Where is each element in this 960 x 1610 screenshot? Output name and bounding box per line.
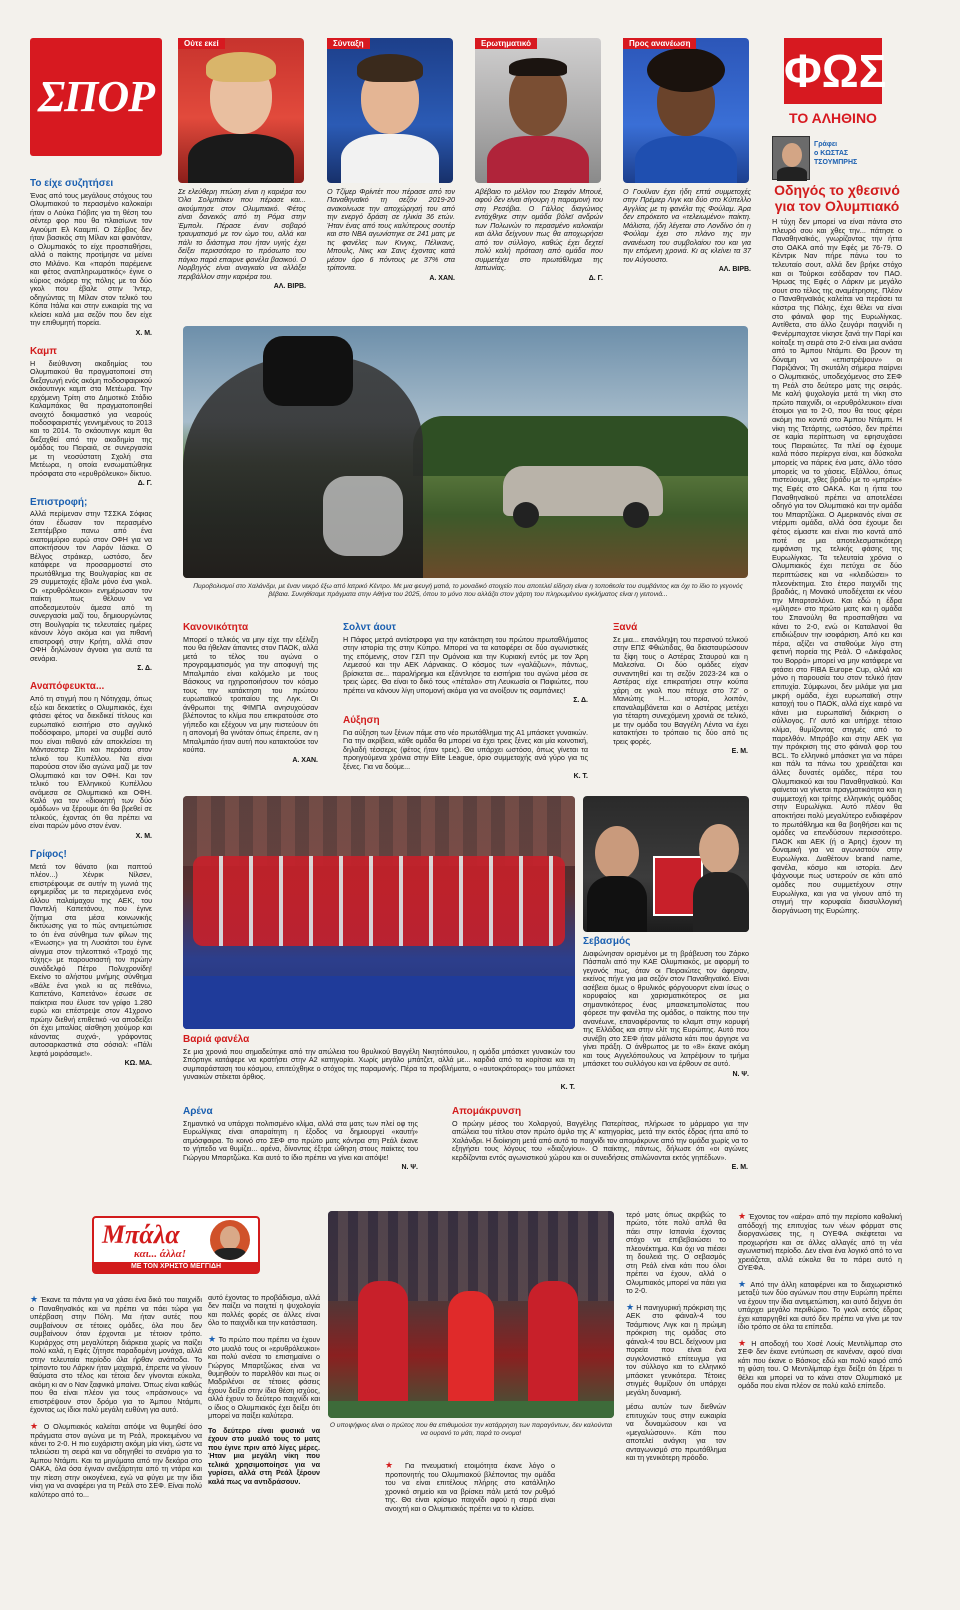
top-caption-1 — [178, 188, 306, 292]
fos-subtitle: ΤΟ ΑΛΗΘΙΝΟ — [789, 110, 877, 126]
top-caption-3 — [475, 188, 603, 283]
section-logo — [30, 38, 162, 156]
bottom-col-2-p1: αυτό έχοντας το προβάδισμα, αλλά δεν παίζει να παιχτεί η ψυχολογία και πολλές φορές σε άλλες είναι όλο το παιχνίδι και την κατάσταση. — [208, 1294, 320, 1328]
fos-byline-3: ΤΣΟΥΜΠΡΗΣ — [814, 159, 858, 167]
bottom-col-1-p2 — [30, 1421, 202, 1499]
left-item-2-hdr: Καμπ — [30, 345, 57, 357]
left-item-1 — [30, 178, 152, 338]
section-logo-text: ΣΠΟΡ — [37, 72, 155, 121]
sevasmos-sig: Ν. Ψ. — [732, 1070, 749, 1078]
bottom-col-4-p2 — [626, 1302, 726, 1397]
bottom-col-2-p2-text: Το πρώτο που πρέπει να έχουν στο μυαλό τους οι «ερυθρόλευκοι» και πολύ ανέσα το επισημαίνει ο Γιώργος Μπαρτζώκας είναι να θυμηθούν το παρελθόν και πως οι Μαδριλένοι σε τέτοιες φάσεις έχουν δείξει στην ίδια θέση ισχύος, αλλά έχουν το δεύτερο παιχνίδι και ο ίδιος ο Ολυμπιακός έχει δείξει ότι μπορεί να παίξει καλύτερα. — [208, 1334, 320, 1421]
fos-headline: Οδηγός το χθεσινό για τον Ολυμπιακό — [774, 182, 900, 214]
top-tag-3: Ερωτηματικό — [475, 38, 537, 49]
mid-item-1-text: Μπορεί ο τελικός να μην είχε την εξέλιξη που θα ήθελαν άπαντες στον ΠΑΟΚ, αλλά μετά το τέλος του αγώνα ο προγραμματισμός για την αποφυγή της Μπαλμπάο είναι καλόμελο με τους Βάσκους να ηχηροποιήσουν τον κόσμο τους την κατάκτηση του πρώτου ευρωπαϊκού τροπαίου της Λιγκ. Οι άνθρωποι της ΦΙΜΠΑ ανησυχούσαν βλέποντας το κλίμα που επικρατούσε στο γήπεδο και εξέχουν να μην πιστεύουν ότι η απονομή θα γινόταν όπως έπρεπε, αν η Μπαλμπάο ήταν αυτή που κατακτούσε τον κούπα. — [183, 634, 318, 755]
mid-item-auxisi-sig: Κ. Τ. — [573, 773, 588, 781]
fos-title: ΦΩΣ — [784, 45, 887, 97]
star-icon: ★ — [738, 1337, 748, 1348]
top-caption-1-text: Σε ελεύθερη πτώση είναι η καριέρα του Όλα Σολμπάκεν που πέρασε και... ακούμπησε στον Ολυμπιακό. Φέτος είναι δανεικός από τη Ρόμα στην Έμπολι. Πέρασε έναν σοβαρό τραυματισμό με τον ώμο του, αλλά και πάλι το διάστημα που ήταν υγιής έχει δείξει περισσότερο το πρόσωπο του πάγκο παρά επαιρνε φανέλα βασικού. Ο Νορβηγός είναι αναγκαίο να αλλάξει περιβάλλον στην καριέρα του. — [178, 187, 306, 281]
left-item-3-hdr: Επιστροφή; — [30, 496, 88, 508]
mid3-item-2-hdr: Απομάκρυνση — [452, 1106, 522, 1117]
bottom-col-2-p3: Το δεύτερο είναι φυσικά να έχουν στο μυαλό τους το ματς που έγινε πριν από λίγες μέρες. Ήταν μια μεγάλη νίκη που τελικά χρησιμοποίησε για να γυρίσει, αλλά στη Ρεάλ ξέρουν καλά πως να αντιδράσουν. — [208, 1425, 320, 1486]
sevasmos-item — [583, 936, 749, 1079]
mid-item-1 — [183, 622, 318, 765]
top-caption-4-sig: ΑΛ. ΒΙΡΒ. — [718, 266, 751, 274]
left-item-4-sig: Χ. Μ. — [135, 832, 152, 840]
bottom-col-2 — [208, 1294, 320, 1594]
mpala-author: ΜΕ ΤΟΝ ΧΡΗΣΤΟ ΜΕΓΓΙΔΗ — [94, 1262, 258, 1272]
star-icon: ★ — [30, 1420, 40, 1431]
main-photo-caption: Πυροβολισμοί στο Χαλάνδρι, με έναν νεκρό έξω από Ιατρικό Κέντρο. Με μια φευγή ματιά, το μοναδικό στοιχείο που αποτελεί είδηση είναι η τοποθεσία του συμβάντος και όχι το ίδιο το γεγονός βέβαια. Συνηθίσαμε πράγματα στην Αθήνα του 2025, όπου το μόνο που αλλάζει στον χάρτη του πληρωμένου εγκλήματος είναι η γειτονιά... — [193, 583, 743, 598]
fos-logo — [784, 38, 887, 104]
top-caption-3-sig: Δ. Γ. — [588, 274, 603, 282]
mid-item-2-hdr: Σολντ άουτ — [343, 622, 397, 633]
star-icon: ★ — [208, 1333, 217, 1344]
sevasmos-text: Διαφώνησαν ορισμένοι με τη βράβευση του Ζάρκο Πάσπαλι από την ΚΑΕ Ολυμπιακός, με αφορμή το γεγονός πως, όταν οι Πειραιώτες τον άφησαν, εκείνος πήγε για μια σεζόν στον Παναθηναϊκό. Είναι ασέβεια όμως ο θρυλικός φόργουορντ είναι ίσως ο κορυφαίος και χαρισματικότερος σε μια σημαντικότερος ένας μπασκετμπολίστας που φόρεσε την φανέλα της ομάδας, ο παίκτης που την ανανέωνε, επαναφέροντας το κλαμπ στην κορυφή της Ελλάδας και στην ελίτ της Ευρώπης. Αυτό που συνέβη στο ΣΕΦ ήταν μάλιστα κάτι που άργησε να γίνει πράξη. Ο άνθρωπος με το «8» έκανε ακόμη και τους Αγγελόπουλους να λατρέψουν το τμήμα μπάσκετ του συλλόγου και να έρθουν σε αυτό. — [583, 948, 749, 1069]
mid3-item-2-text: Ο πρώην μέσος του Χολαργού, Βαγγέλης Πατερίτσας, πλήρωσε το μάρμαρο για την απώλεια του τίτλου στον πρώτο όμιλο της Α' κατηγορίας, μετά την εκτός έδρας ήττα από το Χαλάνδρι. Η διοίκηση μετά από αυτό το παιχνίδι τον απομάκρυνε από την ομάδα χωρίς να το εξηγήσει τους λόγους του «διαζυγίου». Ο παίκτης, πάντως, δήλωσε ότι «οι αγώνες κερδίζονται εντός αγωνιστικού χώρου και οι συνειδήσεις σπιλώνονται εκτός γηπέδων». — [452, 1118, 748, 1162]
paspalj-photo — [583, 796, 749, 932]
top-caption-4-text: Ο Γουίλιαν έχει ήδη επτά συμμετοχές στην Πρέμιερ Λιγκ και δύο στο Κύπελλο Αγγλίας με τη φανέλα της Φούλαμ. Άρα δεν επρόκειτο να «τελειωμένο» παίκτη. Μάλιστα, ήδη λέγεται στο Λονδίνο ότι η Φούλαμ έχει στο πλάνο της την ανανέωση του συμβολαίου του και για την επόμενη χρονιά. Κι ας κλείνει τα 37 τον Αύγουστο. — [623, 187, 751, 264]
portrait-tile-2 — [327, 38, 453, 183]
left-item-2-text: Η διεύθυνση ακαδημίας του Ολυμπιακού θα πραγματοποιεί στη διεξαγωγή ενός ακόμη ποδοσφαιρικού σκάουτινγκ καμπ στα Μετέωρα. Την ερχόμενη Τρίτη στο Δημοτικό Στάδιο Καλαμπάκας θα πραγματοποιηθεί ανοιχτό δοκιμαστικό για νεαρούς ποδοσφαιριστές γεννημένους το 2013 και το 2014. Το σκάουτινγκ καμπ θα διεξαχθεί από την ακαδημία της ομάδας του Πειραιά, σε συνεργασία με τη νεοσύστατη Σχολή στα Μετέωρα, η οποία ενσωματώθηκε πρόσφατα στο «ερυθρόλευκο» δίκτυο. — [30, 358, 152, 478]
portrait-photo-1 — [178, 38, 304, 183]
bottom-col-5-p2-text: Από την άλλη καταφέρνει και το διαχωριστικό μεταξύ των δύο αγώνων που στην Ευρώπη πρέπει να έχουν την ίδια αντιμετώπιση, και αυτό δείχνει ότι υπάρχει μεγάλο περιθώριο. Το γκολ εκτός έδρας έχει καταργηθεί και αυτό δεν πρέπει να γίνει με τον ίδιο τρόπο σε όλα τα επίπεδα. — [738, 1279, 902, 1332]
mid-item-2-text: Η Πάφος μετρά αντίστροφα για την κατάκτηση του πρώτου πρωταθλήματος στην ιστορία της στην Κύπρο. Μπορεί να τα καταφέρει σε δύο αγωνιστικές της επόμενης, στον ΓΣΠ την Ομόνοια και την Κυριακή εντός με τον Άρη Λεμεσού και την ΑΕΚ Λάρνακας. Ο κόσμος των «γαλάζιων», πάντως, βρίσκεται σε... παραλήρημα και εξάντλησε τα εισιτήρια του αγώνα μέσα σε τρεις ώρες. Θα είναι το δικό τους «πέταλο» στη Λευκωσία οι Παφιώτες, που πρέπει να κάνουν λίγη υπομονή ακόμα για να ανοίξουν τις σαμπάνιες! — [343, 634, 588, 695]
portrait-tile-4 — [623, 38, 749, 183]
portrait-photo-3 — [475, 38, 601, 183]
sevasmos-hdr: Σεβασμός — [583, 936, 631, 947]
left-item-2 — [30, 346, 152, 489]
bottom-col-4-p2-text: Η πανηγυρική πρόκριση της ΑΕΚ στο φάιναλ-4 του Τσάμπιονς Λιγκ και η πρώιμη πρόκριση της ομάδας στο φάιναλ-4 του BCL δείχνουν μια πορεία που είναι ένα συγκλονιστικό επίτευγμα για τον σύλλογο και το ελληνικό μπάσκετ γενικότερα. Τέτοιες στιγμές θυμίζουν ότι υπάρχει μεγάλη δυναμική. — [626, 1302, 726, 1397]
bottom-col-5-p2 — [738, 1279, 902, 1332]
top-tag-4: Προς ανανέωση — [623, 38, 696, 49]
bottom-col-3-p1 — [385, 1460, 555, 1513]
top-caption-3-text: Αβέβαιο το μέλλον του Στεφάν Μπουέ, αφού δεν είναι σίγουρη η παραμονή του στη Ρεσόβια. Ο Γάλλος διαγώνιος εντάχθηκε στην ομάδα βόλεϊ ανδρών των Πολωνών το περασμένο καλοκαίρι και άλλα δείχνουν πως θα αποχωρήσει από τον σύλλογο, καθώς έχει δεχτεί πολύ καλή πρόταση από ομάδα που συμμετέχει στο πρωτάθλημα της Ιαπωνίας. — [475, 187, 603, 273]
bottom-col-5-p3-text: Η αποδοχή του Χοσέ Λουίς Μεντιλίμπαρ στο ΣΕΦ δεν έκανε εντύπωση σε κανέναν, αφού είναι κάτι που έκανε ο Βάσκος εδώ και πολύ καιρό από τη φύση του. Ο Μεντιλίμπαρ έχει δείξει ότι ξέρει τι θέλει και μπορεί να το κάνει στον Ολυμπιακό με ομάδα που είναι πλέον σε πολύ καλό επίπεδο. — [738, 1338, 902, 1391]
bottom-photo-caption: Ο υποψήφιος είναι ο πρώτος που θα επιθυμούσε την κατάρρηση των παραγόντων, δεν καλούνται να ουρανό το μάτι, παρά το ονομα! — [329, 1422, 613, 1437]
top-caption-2 — [327, 188, 455, 283]
top-tag-1: Ούτε εκεί — [178, 38, 225, 49]
mid-item-auxisi — [343, 715, 588, 781]
bottom-col-1-p1 — [30, 1294, 202, 1415]
bottom-col-3-p1-text: Για πνευματική ετοιμότητα έκανε λόγο ο προπονητής του Ολυμπιακού βλέποντας την ομάδα του να είναι επιτέλους πλήρης στο κατάλληλο χρονικό σημείο και να βρίσκει πάλι μετά τον ρυθμό της. Θα είναι κρίσιμο παιχνίδι αφού η σειρά είναι ανοιχτή και ο Ολυμπιακός πρέπει να το κλείσει. — [385, 1461, 555, 1513]
left-item-2-sig: Δ. Γ. — [137, 480, 152, 488]
star-icon: ★ — [30, 1294, 39, 1304]
mid-item-auxisi-hdr: Αύξηση — [343, 715, 380, 726]
fos-byline-1: Γράφει — [814, 141, 838, 148]
bottom-col-5-p3 — [738, 1338, 902, 1391]
bottom-col-3 — [385, 1460, 555, 1594]
portrait-photo-4 — [623, 38, 749, 183]
bottom-col-1-p2-text: Ο Ολυμπιακός καλείται απόψε να θυμηθεί όσο πράγματα στον αγώνα με τη Ρεάλ, προκειμένου να κάνει το 2-0. Η πιο ευχάριστη ακόμη μία νίκη, ώστε να τελειώσει τη σειρά και να οδηγηθεί το σενάριο για το Άμπου Ντάμπι. Και τα μηνύματα από την δεκάρα στο ΟΑΚΑ, όλα όσα έγιναν ανεξάρτητα από τη ντάρα και την πίεση στην οικογένεια, εγώ να φύγει με την ίδια νίκη για να αναφέρει για τη Ρεάλ στο ΣΕΦ. Είναι πολύ καλύτερο από το... — [30, 1421, 202, 1499]
bottom-col-4-p1: τερό ματς όπως ακριβώς το πρώτο, τότε πολύ απλά θα πάει στην Ισπανία έχοντας στόχο να επιβεβαιώσει το πλεονέκτημα. Και όχι να πιέσει τη δουλειά της. Ο σεβασμός στη Ρεάλ είναι κάτι που όλοι πρέπει να έχουν, αλλά ο Ολυμπιακός μπορεί να πάει για το 2-0. — [626, 1211, 726, 1296]
team-photo — [183, 796, 575, 1029]
fos-byline-2: ο ΚΩΣΤΑΣ — [814, 150, 849, 158]
mid3-item-2 — [452, 1106, 748, 1172]
main-photo — [183, 326, 748, 578]
portrait-tile-1 — [178, 38, 304, 183]
left-column — [30, 178, 152, 1186]
portrait-photo-2 — [327, 38, 453, 183]
bottom-col-2-p2 — [208, 1334, 320, 1421]
left-item-5-text: Μετά τον θάνατο (και παπτού πλέον...) Χένρικ Νίλσεν, επιστρέφουμε σε αυτήν τη γωνιά της εφημερίδας με τα περιεχόμενα ενός άλλου παλαίμαχου της ΑΕΚ, του Παντελή Καπετάνου, που έγινε ζήτημα στα μέσα κοινωνικής δικτύωσης για το πώς αντιμετώπισε το ότι ένα σύνθημα των φίλων της «Ένωσης» για τη Λυσιάτσι του έγινε αίνιγμα στον τηλεοπτικό «Τροχό της τύχης» με παρουσιαστή τον πρώην συνάδελφό Πέτρο Πολυχρονίδη! Εκείνο το αλήστου μνήμης σύνθημα «Βάλε ένα γκολ κι ας πεθάνω, Καπετάνο, Καπετάνο» έσωσε σε παίκτρια που έλυσε τον γρίφο 1.280 ευρώ και επέστρεψε στον 41χρονο πρώην διεθνή επιθετικό -να αποδείξει ότι έχει μπαλίας αίσθηση χιούμορ και κάνοντας συχνά-, γράφοντας αυτοσαρκαστικά στα σόσιαλ: «Πάλι λεφτά μοιράσαμε!». — [30, 861, 152, 1058]
star-icon: ★ — [626, 1301, 635, 1312]
mid-item-2-sig: Σ. Δ. — [573, 697, 588, 705]
top-caption-2-sig: Α. ΧΑΝ. — [429, 274, 455, 282]
varia-item — [183, 1034, 575, 1092]
bottom-col-5-p1-text: Έχοντας τον «αέρα» από την περίοπο καθολική απόδοχή της επιτυχίας των νέων φόρματ στις διοργανώσεις της, η ΟΥΕΦΑ σκέφτεται να προχωρήσει και σε άλλες αλλαγές από τη νέα αγωνιστική περίοδο. Δεν είναι ένα λογικό από το να χρειάζεται, αλλά εύκολα θα το πάρει αυτό η ΟΥΕΦΑ. — [738, 1212, 902, 1273]
fos-body: Η τύχη δεν μπορεί να είναι πάντα στο πλευρό σου και χθες την... πάτησε ο Παναθηναϊκός, γνωρίζοντας την ήττα στο ΟΑΚΑ από την Εφές με 76-79. Ο Κέντρικ Ναν πήρε πάνω του το τελευταίο σουτ, αλλά δεν βρήκε στόχο και οι Τούρκοι εσόδαραν τον ΠΑΟ. Ήρωας της Εφές ο Λάρκιν με μεγάλο σουτ στο τέλος της αναμέτρησης. Πλέον ο Παναθηναϊκός καλείται να περάσει τα κάστρα της Πόλης, έχει θέλει να είναι στο φάιναλ φορ της Ευρωλίγκας. Αντίθετα, στο άλλο ζευγάρι παιχνίδι η Φενέρμπαχτσε νίκησε ξανά την Παρί και κοίταξε τη σειρά στο 2-0 είναι μια ανάσα από το Άμπου Ντάμπι. Θα βρουν τη δύναμη να «επιστρέψουν» οι Παριζιάνοι; Τη σκυτάλη σήμερα παίρνει ο Ολυμπιακός, υποδεχόμενος στο ΣΕΦ τη Ρεάλ στο δεύτερο ματς της σειράς. Με καλή ψυχολογία μετά τη νίκη στο πρώτο παιχνίδι, οι «ερυθρόλευκοι» είναι έτοιμοι για το 2-0, που θα τους φέρει ακόμη πιο κοντά στο Άμπου Ντάμπι. Η νίκη της Τετάρτης, ωστόσο, δεν πρέπει σε καμία περίπτωση να εφησυχάσει τους Πειραιώτες. Τα πλεί οφ έχουμε καλά πόσο περίεργα είναι, και δύσκολα μπορείς να πάρεις ένα ματς, άλλο τόσο μπορείς να το χάσεις. Εξάλλου, όπως πιστεύουμε, χθες βράδυ με το «μπρέικ» της Εφές στο ΟΑΚΑ. Και η ήττα του Παναθηναϊκού πρέπει να αποτελέσει οδηγό για τον Ολυμπιακό και την ομάδα του Μπαρτζώκα. Ο Αμερικανός είναι σε ντέρμπι ομάδα, αλλά όσα έχουμε δει φέτος είμαστε και είναι πιο κοντά από ποτέ σε μια αποτελεσματικότερη εμφάνιση της τελικής φάσης της Ευρωλίγκας. Τα τελευταία χρόνια ο Ολυμπιακός έχει πετύχει σε δύο περιπτώσεις και να «κλειδώσει» το πλεονέκτημα. Στο έτερο παιχνίδι της βραδιάς, η Μονακό υποδέχεται εκ νέου την Μπαρτσελόνα. Και εδώ η έδρα «μίλησε» στο πρώτο ματς και η ομάδα του Σπανούλη θα προσπαθήσει να κάνει το 2-0, ενώ οι Καταλανοί θα επιδιώξουν την ισοφάριση. Από κει και πέρα, αξίζει να σταθούμε λίγο στη φετινή πορεία της Ρεάλ. Ο «Δικέφαλος του Βορρά» μπορεί να μην κατάφερε να φτάσει στο FIBA Europe Cup, αλλά και μόνο η παρουσία του στον τελικό ήταν επιτυχία. Σύμφωνοι, δεν μιλάμε για μια μικρή ομάδα, έχει ευρωπαϊκή στην κατοχή του ο ΠΑΟΚ, αλλά είχε καιρό να κάνει μια ευρωπαϊκή διάκριση ο σύλλογος. Γι' αυτό και υπήρχε τέτοιο κλίμα, θυμίζοντας στιγμές από το παρελθόν. Μπράβο και στην ΑΕΚ για την πρόκριση της στο φάιναλ φορ του BCL. Το ελληνικό μπάσκετ για να πάρει και πάλι τα πάνω του χρειάζεται και άλλες δυνατές ομάδες, πέρα του Ολυμπιακού και του Παναθηναϊκού. Και φαίνεται να γίνεται πραγματικότητα και η συμμετοχή και τρίτης ελληνικής ομάδας στην Ευρωλίγκα. Αυτό πλέον θα αποκτήσει πολύ μεγαλύτερο ενδιαφέρον το πρωτάθλημα και θα βοηθήσει και τις ομάδες να επενδύσουν περισσότερο. ΠΑΟΚ και ΑΕΚ (ή ο Άρης) έχουν τη δυναμική για να αγωνιστούν στην Ευρωλίγκα. Διαθέτουν brand name, φανέλα, κόσμο και ιστορία. Δεν ψάχνουμε πως υστερούν σε κάτι από ομάδες που συμμετέχουν στην Ευρωλίγκα, και για να γίνουν από τη στιγμή την κορυφαία διασυλλογική διοργάνωση της Ευρώπης. — [772, 218, 902, 915]
varia-text: Σε μια χρονιά που σημαδεύτηκε από την απώλεια του θρυλικού Βαγγέλη Νικητόπουλου, η ομάδα μπάσκετ γυναικών του Σπόρτιγκ κατάφερε να κρατήσει στην Α2 κατηγορία. Χωρίς μεγάλο μπάτζετ, αλλά με... καρδιά από τα κορίτσια και τη συμπαράσταση του κόσμου, επιτεύχθηκε ο στόχος της παραμονής. Πέρα τα προβλήματα, ο «αυτοκράτορας» του μπάσκετ γυναικών στέκεται όρθιος. — [183, 1046, 575, 1082]
left-item-5 — [30, 849, 152, 1068]
mid-item-1-sig: Α. ΧΑΝ. — [292, 756, 318, 764]
varia-hdr: Βαριά φανέλα — [183, 1034, 250, 1045]
top-caption-1-sig: ΑΛ. ΒΙΡΒ. — [273, 283, 306, 291]
mpala-title: Μπάλα — [102, 1220, 180, 1249]
left-item-4 — [30, 681, 152, 841]
bottom-photo — [328, 1211, 614, 1418]
left-item-3 — [30, 497, 152, 674]
bottom-col-5 — [738, 1211, 902, 1594]
fos-author-photo — [772, 136, 810, 180]
mpala-subtitle: και... άλλα! — [134, 1248, 186, 1260]
top-tag-2: Σύνταξη — [327, 38, 370, 49]
varia-sig: Κ. Τ. — [560, 1083, 575, 1091]
left-item-1-sig: Χ. Μ. — [135, 329, 152, 337]
bottom-col-1 — [30, 1294, 202, 1594]
mid3-item-1 — [183, 1106, 418, 1172]
mid-item-auxisi-text: Για αύξηση των ξένων πάμε στο νέο πρωτάθλημα της Α1 μπάσκετ γυναικών. Για την ακρίβεια, κάθε ομάδα θα μπορεί να έχει τρεις ξένες και μία κοινοτική, δηλαδή τέσσερις (φέτος ήταν τρεις). Θα υπάρχει ωστόσο, όπως γίνεται τα προηγούμενα χρόνια στην Elite League, όριο συμμετοχής ανά γύρο για τις ξένες. Για να δούμε... — [343, 727, 588, 771]
mpala-banner — [92, 1216, 260, 1274]
bottom-col-4-p3: μέσω αυτών των διεθνών επιτυχιών τους στην ευκαιρία να δυναμώσουν και να «μεγαλώσουν». Κάτι που αποτελεί ανάγκη για τον ανταγωνισμό στο πρωτάθλημα και τη γενικότερη πρόοδο. — [626, 1402, 726, 1463]
mid3-item-1-sig: Ν. Ψ. — [401, 1164, 418, 1172]
mid3-item-2-sig: Ε. Μ. — [731, 1164, 748, 1172]
left-item-5-sig: ΚΩ. ΜΑ. — [124, 1060, 152, 1068]
left-item-5-hdr: Γρίφος! — [30, 849, 67, 861]
mid-item-3 — [613, 622, 748, 756]
mid3-item-1-text: Σημαντικό να υπάρχει πολιτισμένο κλίμα, αλλά στα ματς των πλεί οφ της Ευρωλίγκας είναι απαραίτητη η έξοδος να δημιουργεί «καυτή» ατμόσφαιρα. Το κοινό στο ΣΕΦ στο πρώτο ματς κόντρα στη Ρεάλ έκανε το γήπεδο να θυμίζει... αρένα, δίνοντας έξτρα ώθηση στους παίκτες του Γιώργου Μπαρτζώκα. Και αυτό το ίδιο πρέπει να γίνει και απόψε! — [183, 1118, 418, 1162]
top-caption-2-text: Ο Τζίμερ Φρίντέτ που πέρασε από τον Παναθηναϊκό τη σεζόν 2019-20 ανακοίνωσε την αποχώρησή του από την ενεργό δράση σε ηλικία 36 ετών. Ήταν ένας από τους καλύτερους σουτέρ και στο NBA αγωνίστηκε σε 241 ματς με τις φανέλες των Κινγκς, Πέλικανς, Μπουλς, Νικς και Σανς έχοντας κατά μέσον όρο 6 πόντους με 37% στα τρίποντα. — [327, 187, 455, 273]
mid-item-3-text: Σε μια... επανάληψη του περσινού τελικού στην ΕΠΣ Φθιώτιδας, θα διασταυρώσουν τα ξίφη τους ο Αστέρας Σταυρού και η Μαλεσίνα. Οι δύο ομάδες είχαν συναντηθεί και τη σεζόν 2023-24 και ο Αστέρας είχε επικρατήσει στην κούπα χάρη σε γκολ που πέτυχε στο 72' ο Μανιώτης Η... ιστορία, λοιπόν, επαναλαμβάνεται και ο Αστέρας μετέχει για τέταρτη συνεχόμενη χρονιά σε τελικό, με την ομάδα του Βαγγέλη Λέντα να έχει κατακτήσει το τρόπαιο τις δύο από τις τρεις φορές. — [613, 634, 748, 746]
left-item-3-text: Αλλά περίμεναν στην ΤΣΣΚΑ Σόφιας όταν έδωσαν τον περασμένο Σεπτέμβριο πανω από ένα εκατομμύριο ευρώ στον ΟΦΗ για να αποκτήσουν τον Λαρόν Ιάσκα. Ο Βέλγος στράικερ, ωστόσο, δεν κατάφερε να προσαρμοστεί στο πρωτάθλημα της Βουλγαρίας και σε 29 συμμετοχές έβαλε μόνο ένα γκολ. Οι «ερυθρόλευκοι» ενημέρωσαν τον παίκτη πως θέλουν να αποδεσμευτούν άμεσα από τη συνεργασία μαζί του, δημιουργώντας στη Βουλγαρία τις τελευταίες ημέρες κάνουν λόγο ακόμα και για πιθανή επιστροφή στην Κρήτη, αλλά στον ΟΦΗ δηλώνουν άγνοια για αυτά τα σενάρια. — [30, 509, 152, 663]
star-icon: ★ — [738, 1278, 748, 1289]
star-icon: ★ — [385, 1460, 398, 1470]
mid-item-3-hdr: Ξανά — [613, 622, 638, 633]
top-caption-4 — [623, 188, 751, 275]
left-item-4-text: Από τη στιγμή που η Νότιγχαμ, όπως εξώ και δεκαετίες ο Ολυμπιακός, έχει φτάσει φέτος να διεκδικεί τίτλους και ευρωπαϊκό εισιτήριο στο αγγλικό ποδόσφαιρο, μπορεί να συμβεί αυτό που είναι πιθανό εάν αποκλείσει τη Μάντσεστερ Σίτι και περάσει στον τελικό του Κυπέλλου. Να είναι παρούσα στον ίδιο αγώνα μαζί με τον Ολυμπιακό και τον ΟΦΗ. Και τον τελικό του Ελληνικού Κυπέλλου ανάμεσα σε Ολυμπιακό και ΟΦΗ. Καλό για τον «διοικητή των δύο ομάδων» να ξέρουμε ότι θα βρεθεί σε τελικούς, έχοντας ότι θα πρέπει να είναι παρών μόνο στον έναν. — [30, 694, 152, 831]
star-icon: ★ — [738, 1211, 747, 1221]
bottom-col-1-p1-text: Έκανε τα πάντα για να χάσει ένα δικό του παιχνίδι ο Παναθηναϊκός και να πρέπει να πάει τώρα για υπέρβαση στην Πόλη. Μα ήταν αυτές που συμβαίνουν σε τέτοιες ομάδες, όλα που δεν συμβαίνουν όταν έρχονται με τέτοιον τρόπο. Κυριάρχος στη μεγαλύτερη διάρκεια χωρίς να παίζει πολύ καλά, η Εφές ζήτησε παραδομένη μονάχα, αλλά στην τελευταία περίοδο όλα ήρθαν ανάποδα. Το τρίποντο του Λάρκιν ήταν μαχαιριά, έπρεπε να γίνουν θαύματα στο τέλος και τέτοια δεν γίνονται εύκολα, ακόμη κι αν ο Ναν ξαφνικά μπαίνει. Όπως είναι καθώς που θα είναι πλέον για τους «πράσινους» να επιστρέψουν στον δρόμο για το Άμπου Ντάμπι, έχοντας ως ίδιοι πολύ μεγάλη ευθύνη για αυτό. — [30, 1295, 202, 1415]
fos-byline — [814, 140, 894, 167]
left-item-1-text: Ένας από τους μεγάλους στόχους του Ολυμπιακού το περασμένο καλοκαίρι ήταν ο Λούκα Γιόβιτς για τη θέση του σέντερ φορ που θα πλαισίωνε τον Αγιούμπ Ελ Κααμπί. Ο Σέρβος δεν ήταν βασικός στη Μίλαν και φαινόταν, ο Ολυμπιακός το είχε προσπαθήσει, αλλά ο παίκτης προτίμησε να μείνει στο Μιλάνο. Και «παρότι παρέμεινε και φέτος αναπληρωματικός» έγινε ο κύριος σκόρερ της πόλης με τα δύο γκολ που έβαλε στην Ίντερ, οδηγώντας τη Μίλαν στον τελικό του Κόπα Ιτάλια και στην ευκαιρία της να κλείσει καλά μια σεζόν που δεν είχε την επιθυμητή πορεία. — [30, 190, 152, 328]
mpala-author-photo — [210, 1220, 250, 1260]
mid3-item-1-hdr: Αρένα — [183, 1106, 213, 1117]
bottom-col-4 — [626, 1211, 726, 1594]
left-item-4-hdr: Αναπόφευκτα... — [30, 681, 105, 693]
left-item-1-hdr: Το είχε συζητήσει — [30, 178, 114, 189]
portrait-tile-3 — [475, 38, 601, 183]
left-item-3-sig: Σ. Δ. — [137, 665, 152, 673]
mid-item-2 — [343, 622, 588, 705]
bottom-col-5-p1 — [738, 1211, 902, 1273]
mid-item-3-sig: Ε. Μ. — [731, 748, 748, 756]
mid-item-1-hdr: Κανονικότητα — [183, 622, 249, 633]
